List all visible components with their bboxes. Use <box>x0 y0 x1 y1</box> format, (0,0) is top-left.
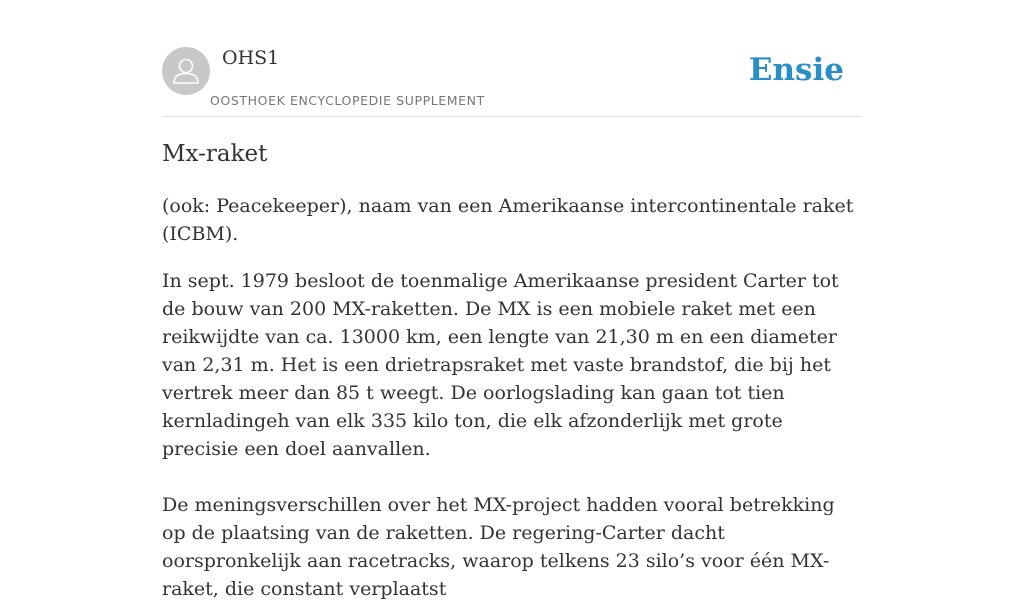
article-paragraph: In sept. 1979 besloot de toenmalige Amerikaanse president Carter tot de bouw van 200 MX-raketten. De MX is een mobiele raket met een reikwijdte van ca. 13000 km, een lengte van 21,30 m en een diameter van 2,31 m. Het is een drietrapsraket met vaste brandstof, die bij het vertrek meer dan 85 t weegt. De oorlogslading kan gaan tot tien kernladingeh van elk 335 kilo ton, die elk afzonderlijk met grote precisie een doel aanvallen. <box>162 270 839 460</box>
page-header <box>162 40 862 117</box>
article-paragraph: De meningsverschillen over het MX-project hadden vooral betrekking op de plaatsing van de raketten. De regering-Carter dacht oorspronkelijk aan racetracks, waarop telkens 23 silo’s voor één MX-raket, die constant verplaatst <box>162 494 835 600</box>
article-body <box>162 192 862 603</box>
user-silhouette-icon <box>162 47 210 95</box>
author-avatar[interactable] <box>162 47 210 95</box>
source-label[interactable]: OOSTHOEK ENCYCLOPEDIE SUPPLEMENT <box>210 93 485 108</box>
article-intro: (ook: Peacekeeper), naam van een Amerikaanse intercontinentale raket (ICBM). <box>162 195 854 245</box>
brand-logo[interactable]: Ensie <box>748 52 844 88</box>
author-name[interactable]: OHS1 <box>222 47 280 69</box>
article-title: Mx-raket <box>162 141 268 167</box>
